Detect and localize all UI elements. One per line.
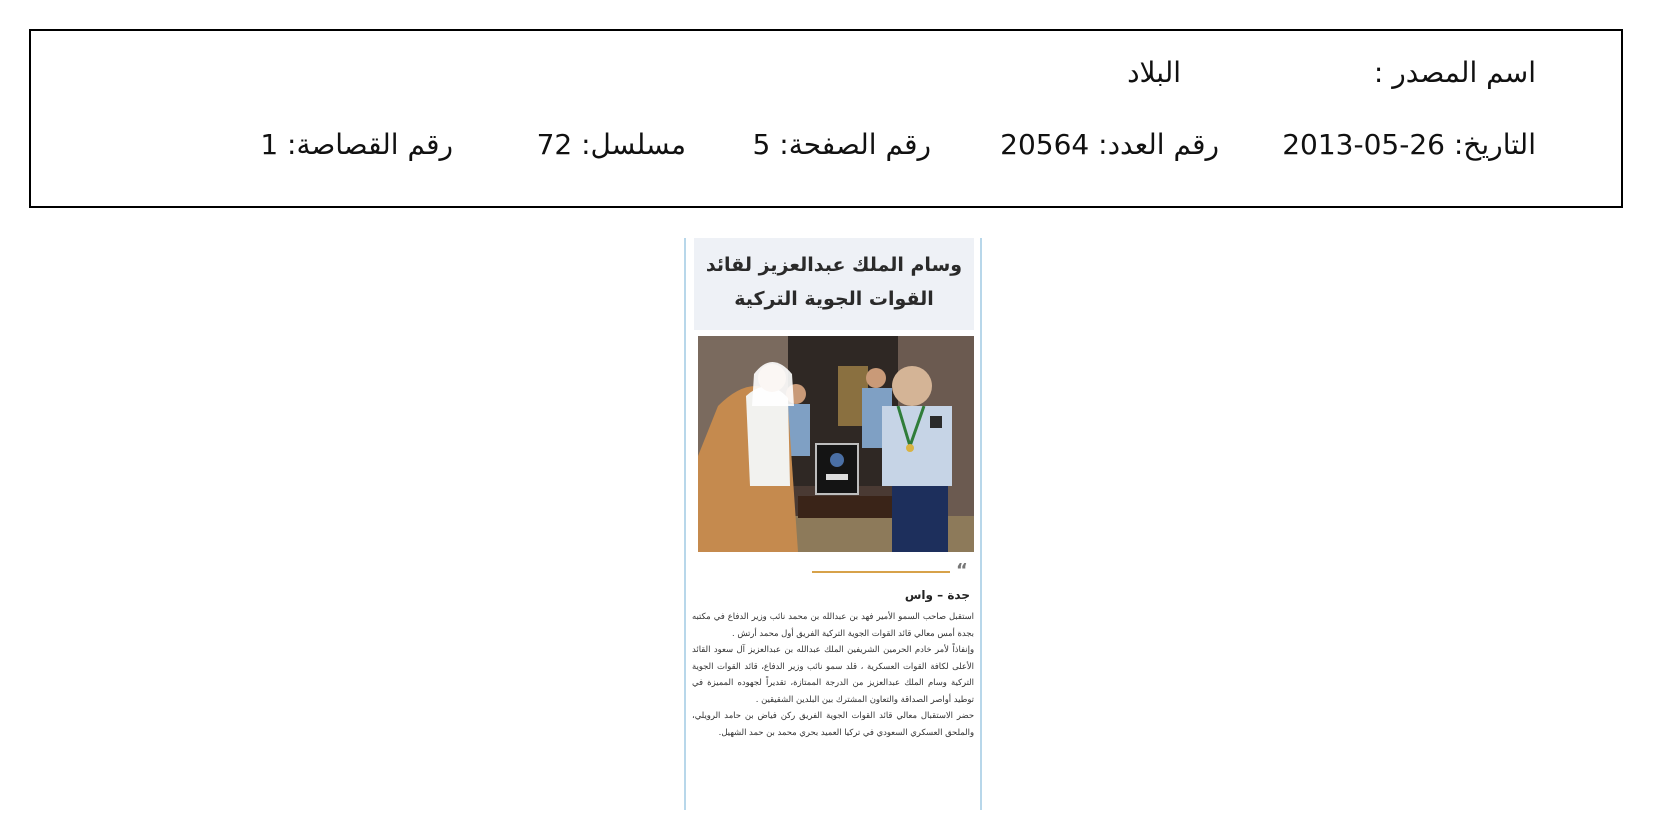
issue-label: رقم العدد: bbox=[1098, 128, 1219, 161]
clipping-number-label: رقم القصاصة: bbox=[287, 128, 453, 161]
serial-label: مسلسل: bbox=[581, 128, 686, 161]
date-value: 2013-05-26 bbox=[1282, 128, 1445, 161]
date-field bbox=[1282, 129, 1536, 161]
source-label: اسم المصدر : bbox=[1373, 56, 1536, 89]
date-label: التاريخ: bbox=[1453, 128, 1536, 161]
clipping-number-value: 1 bbox=[260, 128, 279, 161]
quote-mark: “ bbox=[956, 560, 968, 581]
newspaper-clipping bbox=[684, 238, 982, 810]
serial-value: 72 bbox=[536, 128, 573, 161]
article-paragraph-1: استقبل صاحب السمو الأمير فهد بن عبدالله بن محمد نائب وزير الدفاع في مكتبه بجدة أمس معالي قائد القوات الجوية التركية الفريق أول محمد أرتش . bbox=[692, 611, 974, 638]
article-paragraph-3: حضر الاستقبال معالي قائد القوات الجوية الفريق ركن فياض بن حامد الرويلي، والملحق العسكري السعودي في تركيا العميد بحري محمد بن حمد الشهيل. bbox=[692, 710, 974, 737]
headline bbox=[694, 238, 974, 316]
article-paragraph-2: وإنفاذاً لأمر خادم الحرمين الشريفين الملك عبدالله بن عبدالعزيز آل سعود القائد الأعلى لكافة القوات العسكرية ، قلد سمو نائب وزير الدفاع، قائد القوات الجوية التركية وسام الملك عبدالعزيز من الدرجة الممتازة، تقديراً لجهوده المميزة في توطيد أواصر الصداقة والتعاون المشترك بين البلدين الشقيقين . bbox=[692, 644, 974, 704]
headline-line-1: وسام الملك عبدالعزيز لقائد bbox=[705, 254, 963, 276]
headline-band bbox=[694, 238, 974, 330]
dateline: جدة – واس bbox=[904, 588, 970, 602]
issue-value: 20564 bbox=[1000, 128, 1090, 161]
article-body bbox=[692, 608, 974, 740]
headline-line-2: القوات الجوية التركية bbox=[734, 288, 934, 310]
quote-divider bbox=[812, 571, 950, 573]
serial-field bbox=[537, 129, 686, 161]
page-field bbox=[753, 129, 931, 161]
page-label: رقم الصفحة: bbox=[779, 128, 931, 161]
news-photo bbox=[698, 336, 974, 552]
issue-field bbox=[1000, 129, 1219, 161]
page-value: 5 bbox=[752, 128, 771, 161]
clipping-metadata-box bbox=[29, 29, 1623, 208]
source-value: البلاد bbox=[1127, 56, 1181, 89]
clipping-number-field bbox=[260, 129, 453, 161]
